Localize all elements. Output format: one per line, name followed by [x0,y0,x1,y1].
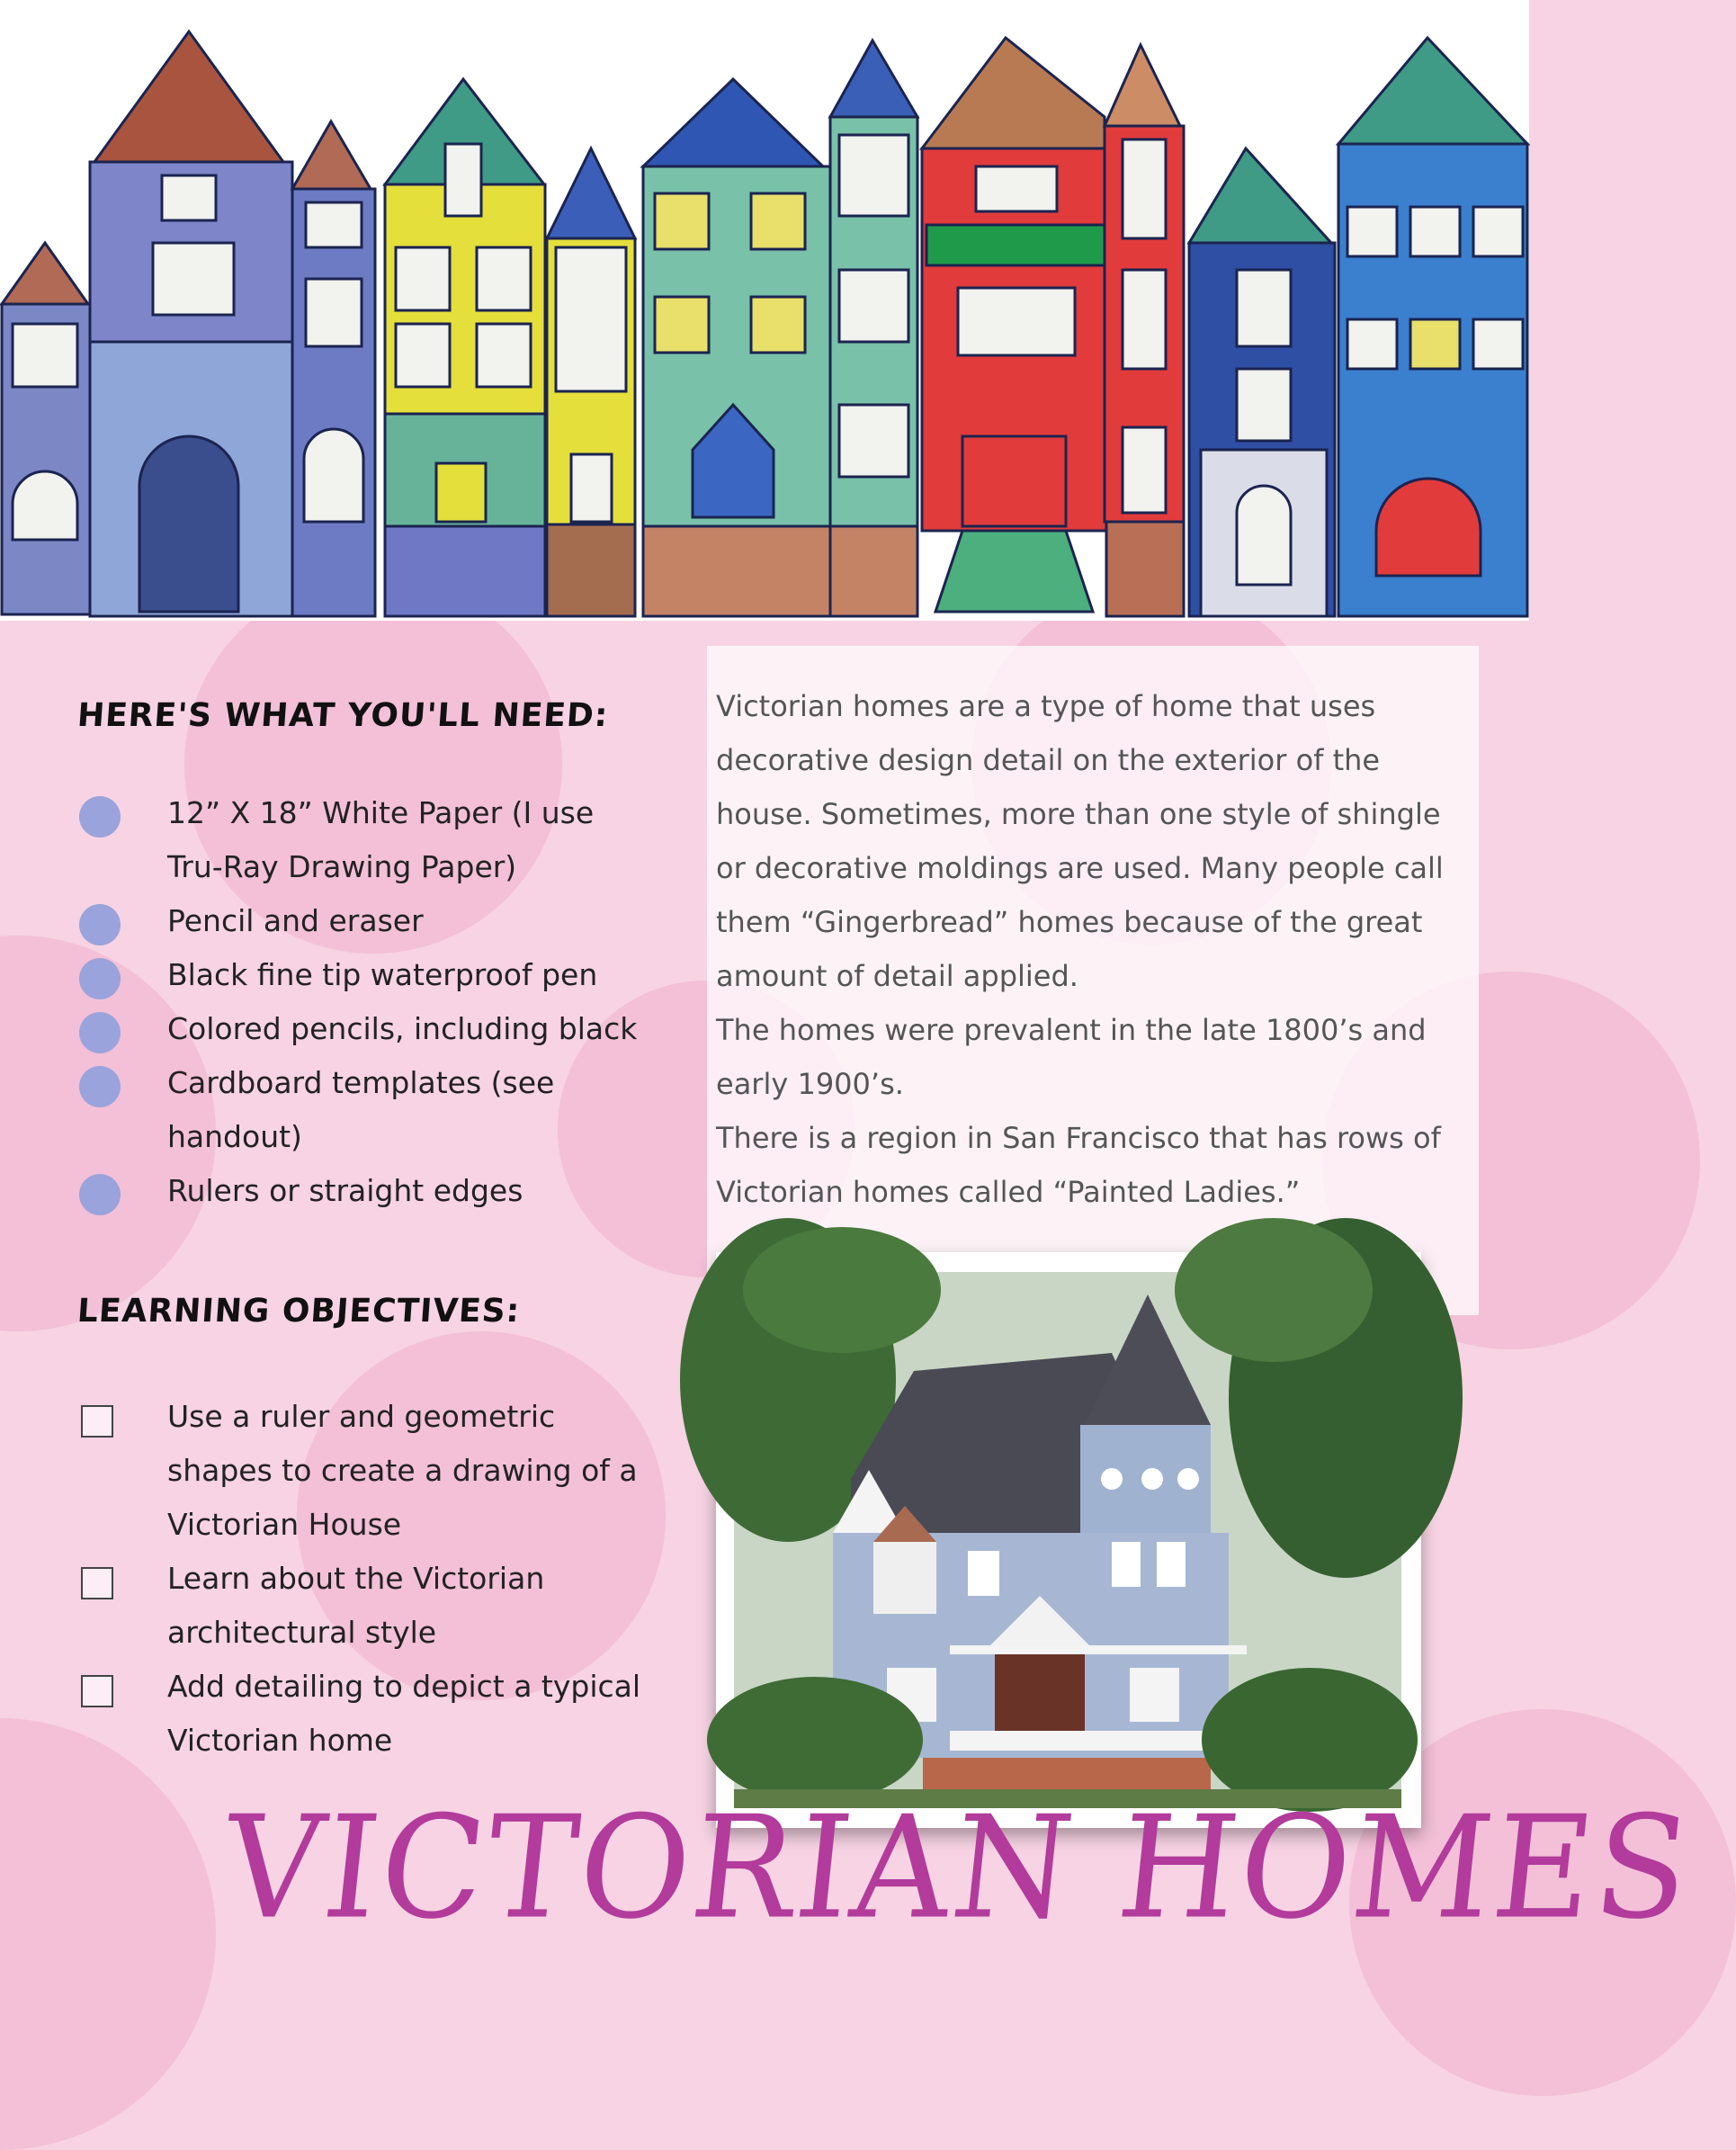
objective-text: Use a ruler and geometric shapes to create a drawing of a Victorian House [167,1399,638,1542]
material-text: Cardboard templates (see handout) [167,1065,555,1154]
materials-list-item [76,948,651,1002]
checkbox-icon[interactable] [81,1675,113,1707]
objective-item [76,1660,651,1768]
materials-list-item [76,1056,651,1164]
objective-item [76,1390,651,1552]
intro-paragraph-1: Victorian homes are a type of home that uses decorative design detail on the exterior of the house. Sometimes, more than one style of shingle or decorative moldings are used. Many people call them “Gingerbread” homes because of the great amount of detail applied. [716,689,1444,993]
bullet-dot-icon [79,904,121,945]
checkbox-icon[interactable] [81,1405,113,1438]
background-circle [0,1718,216,2150]
materials-list [76,786,651,1218]
victorian-house-photo-frame [716,1252,1421,1828]
houses-banner-illustration [0,0,1529,621]
material-text: Black fine tip waterproof pen [167,957,598,992]
intro-paragraph-3: There is a region in San Francisco that has rows of Victorian homes called “Painted Ladies.” [716,1121,1441,1209]
bullet-dot-icon [79,1012,121,1053]
material-text: Pencil and eraser [167,903,424,938]
victorian-house-photo [734,1272,1401,1808]
needs-heading: HERE'S WHAT YOU'LL NEED: [76,697,610,734]
objectives-list [76,1390,651,1768]
objective-text: Add detailing to depict a typical Victorian home [167,1669,641,1758]
houses-drawing [0,0,1529,621]
bullet-dot-icon [79,958,121,999]
checkbox-icon[interactable] [81,1567,113,1599]
intro-paragraph-2: The homes were prevalent in the late 1800’s and early 1900’s. [716,1013,1427,1101]
material-text: Rulers or straight edges [167,1173,523,1208]
bullet-dot-icon [79,796,121,838]
material-text: 12” X 18” White Paper (I use Tru-Ray Drawing Paper) [167,795,595,884]
page-title: VICTORIAN HOMES [216,1786,1700,1951]
objectives-heading: LEARNING OBJECTIVES: [76,1293,522,1330]
materials-list-item [76,1002,651,1056]
bullet-dot-icon [79,1174,121,1215]
house-photo-illustration [734,1272,1401,1808]
objective-text: Learn about the Victorian architectural style [167,1561,545,1650]
materials-list-item [76,894,651,948]
material-text: Colored pencils, including black [167,1011,638,1046]
objective-item [76,1552,651,1660]
bullet-dot-icon [79,1066,121,1107]
materials-list-item [76,786,651,894]
materials-list-item [76,1164,651,1218]
